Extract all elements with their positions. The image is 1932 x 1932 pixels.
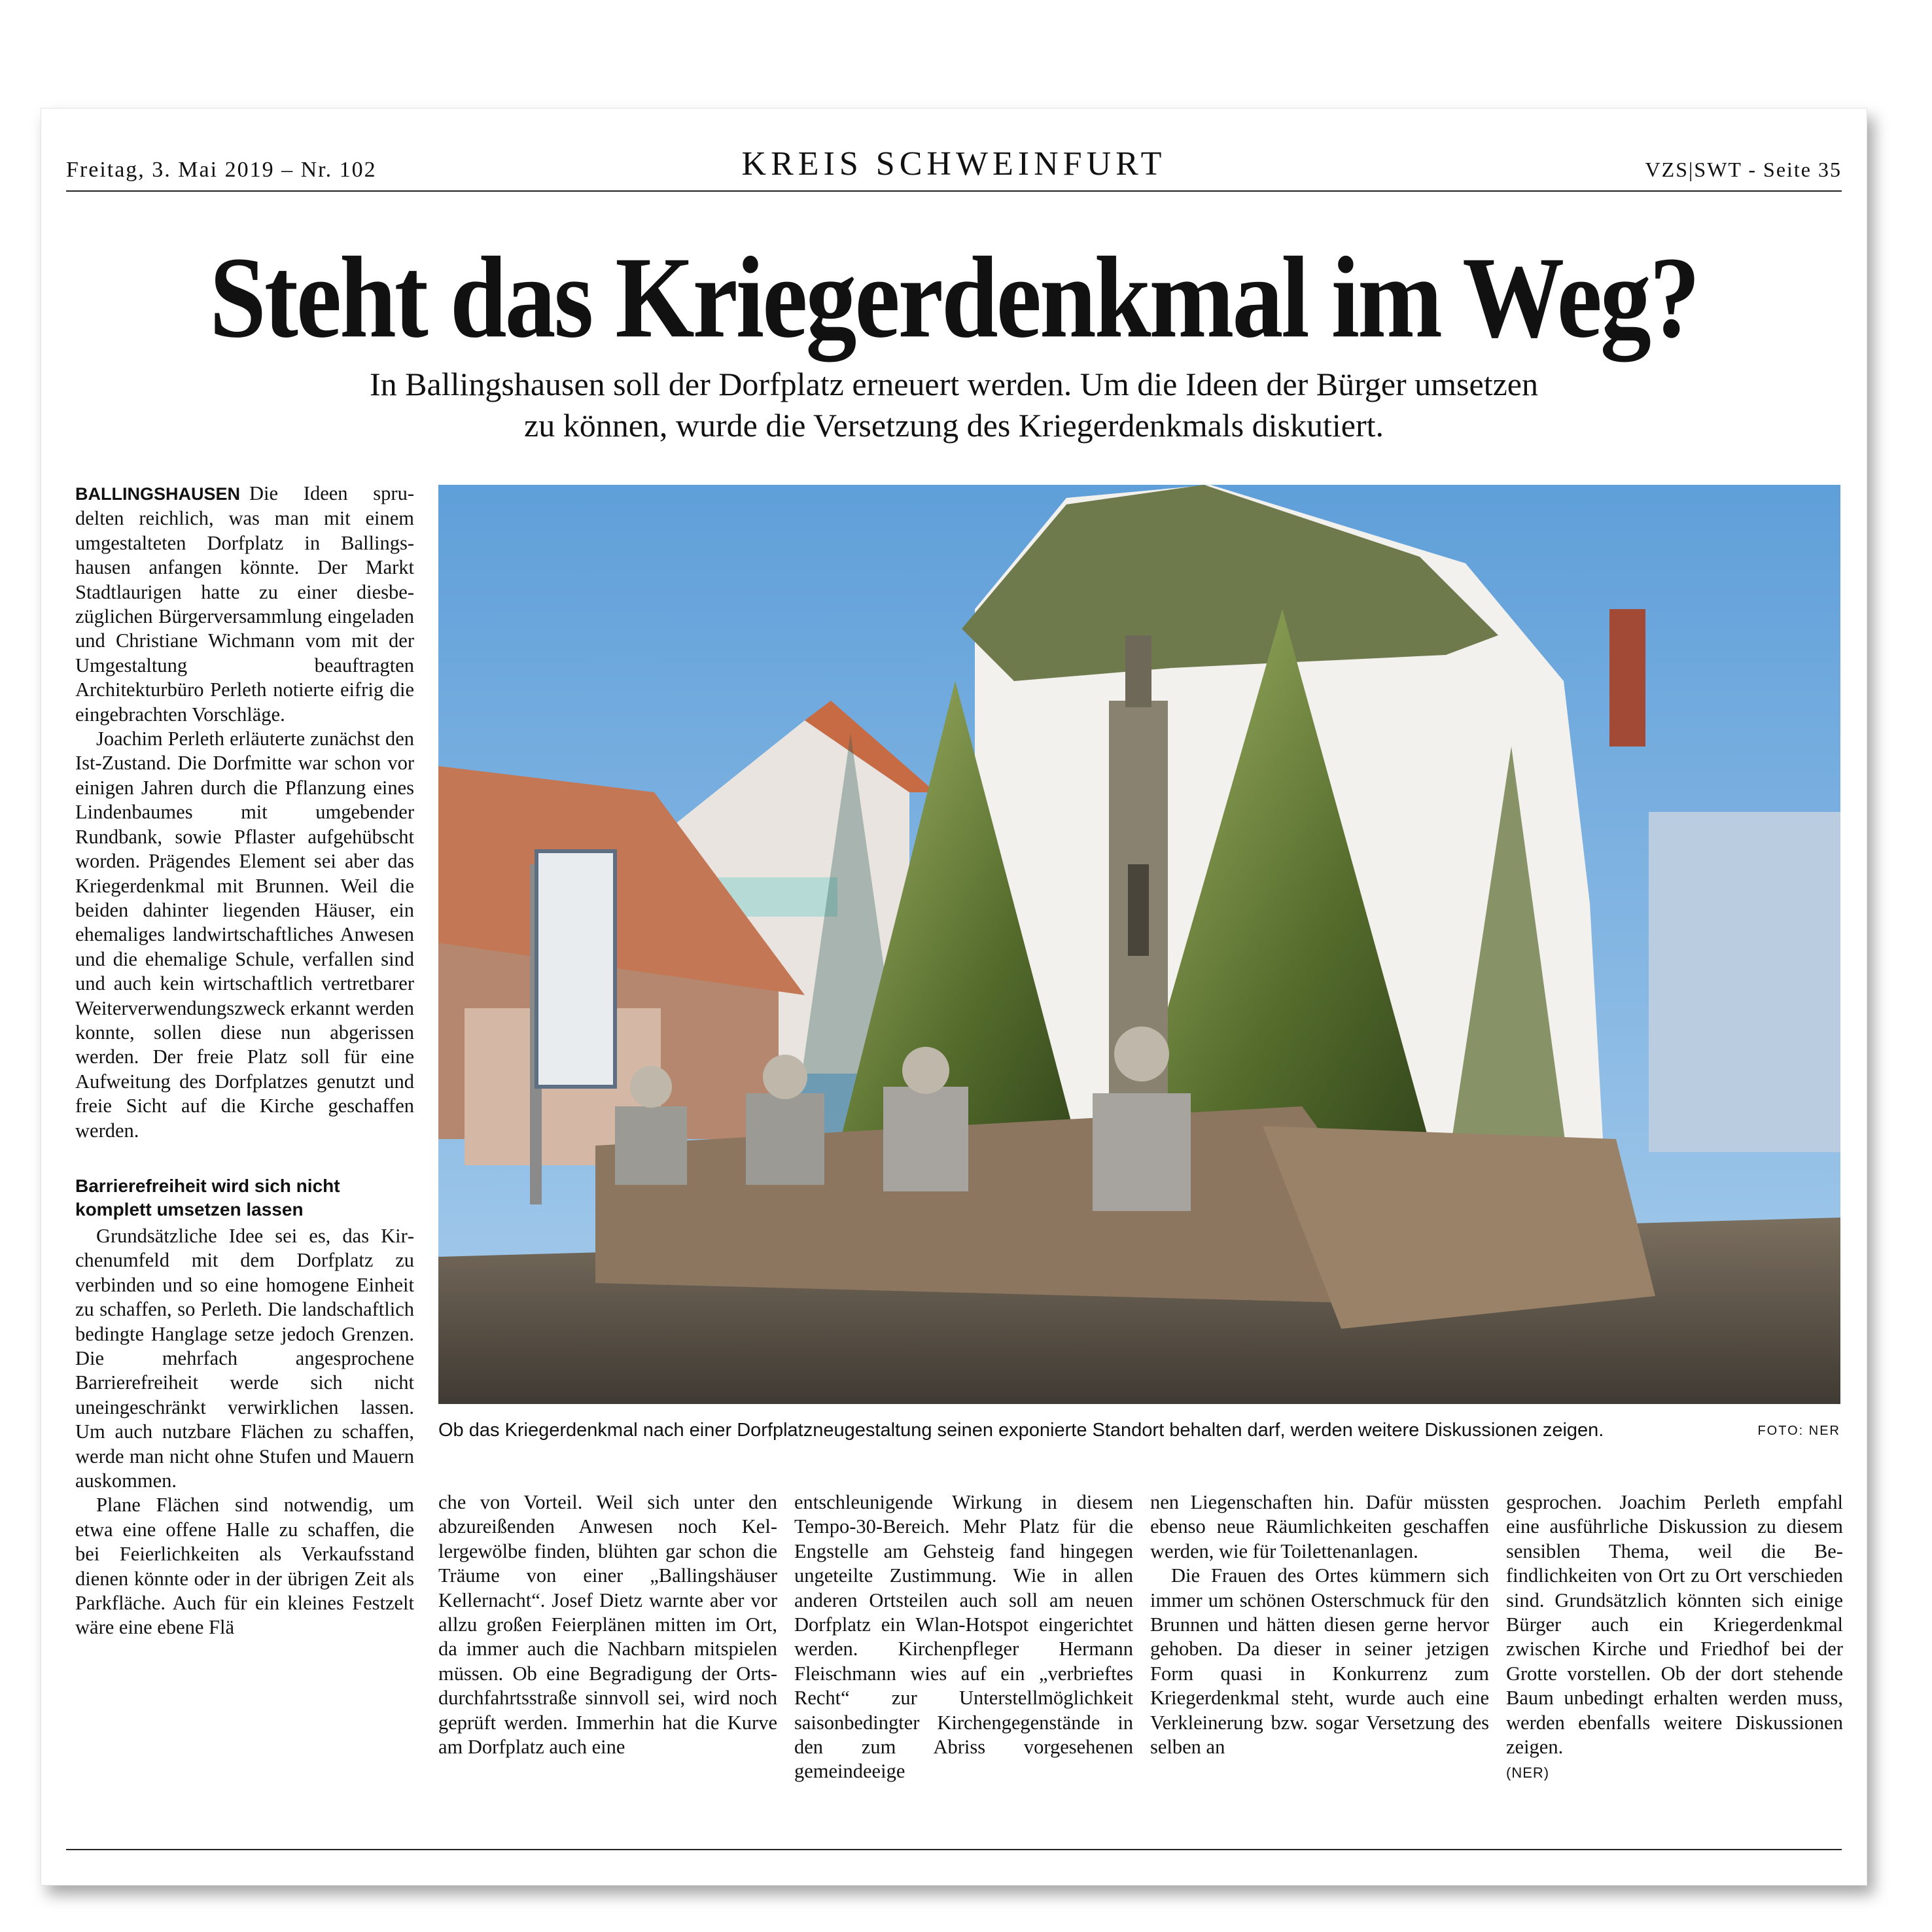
- paragraph: Plane Flächen sind notwendig, um etwa eine offene Halle zu schaffen, die bei Feierlichkeiten als Verkaufsstand dienen könnte oder in der übrigen Zeit als Parkfläche. Auch für ein kleines Festzelt wäre eine ebene Flä: [75, 1494, 414, 1639]
- column-1: [75, 482, 414, 1640]
- paragraph-text: gesprochen. Joachim Perleth empfahl eine ausführliche Diskussion zu diesem sensiblen Thema, weil die Befindlichkeiten von Ort zu Ort verschieden sind. Grundsätzlich könnten sich einige Bürger auch ein Kriegerdenkmal zwischen Kirche und Friedhof bei der Grotte vorstellen. Ob der dort stehende Baum unbedingt erhalten werden muss, werden ebenfalls weitere Diskussionen zeigen.: [1506, 1491, 1843, 1759]
- column-2: [438, 1490, 777, 1759]
- paragraph: [75, 482, 414, 727]
- bottom-rule: [66, 1849, 1842, 1850]
- paragraph: Joachim Perleth erläuterte zunächst den Ist-Zustand. Die Dorfmitte war schon vor einigen Jahren durch die Pflanzung eines Lindenbaumes mit umgebender Rundbank, sowie Pflaster aufgehübscht worden. Prägendes Element sei aber das Kriegerdenkmal mit Brunnen. Weil die beiden dahinter liegenden Häuser, ein ehemaliges landwirtschaftliches Anwesen und die ehemalige Schule, verfallen sind und auch kein wirtschaftlich vertretbarer Weiterverwendungszweck erkannt werden konnte, sollen diese nun abgerissen werden. Der freie Platz soll für eine Aufweitung des Dorfplatzes genutzt und freie Sicht auf die Kirche geschaffen werden.: [75, 728, 414, 1142]
- article-photo: [438, 485, 1840, 1404]
- column-4: [1150, 1490, 1489, 1759]
- section-title: KREIS SCHWEINFURT: [741, 145, 1167, 183]
- photo-caption: [438, 1420, 1840, 1441]
- photo-credit: FOTO: NER: [1757, 1424, 1840, 1438]
- paragraph: nen Liegenschaften hin. Dafür müssten ebenso neue Räumlichkeiten geschaffen werden, wie für Toilettenanlagen.: [1150, 1491, 1489, 1562]
- issue-date: Freitag, 3. Mai 2019 – Nr. 102: [66, 158, 377, 182]
- author-tag: (NER): [1506, 1765, 1550, 1782]
- dateline: BALLINGSHAUSEN: [75, 484, 241, 504]
- subheadline: [66, 364, 1842, 446]
- subheadline-line-1: In Ballingshausen soll der Dorfplatz erneuert werden. Um die Ideen der Bürger umsetzen: [370, 366, 1538, 402]
- caption-text: Ob das Kriegerdenkmal nach einer Dorfplatzneugestaltung seinen exponierte Standort behalten darf, werden weitere Diskussionen zeigen.: [438, 1420, 1604, 1441]
- paragraph: che von Vorteil. Weil sich unter den abzureißenden Anwesen noch Kellergewölbe finden, blühten gar schon die Träume von einer „Ballingshäuser Kellernacht“. Josef Dietz warnte aber vor allzu großen Feierplänen mitten im Ort, da immer auch die Nachbarn mitspielen müssen. Ob eine Begradigung der Ortsdurchfahrtsstraße sinnvoll sei, wird noch geprüft werden. Immerhin hat die Kurve am Dorfplatz auch eine: [438, 1491, 777, 1759]
- page-number: VZS|SWT - Seite 35: [1645, 158, 1842, 181]
- paragraph: Grundsätzliche Idee sei es, das Kirchenumfeld mit dem Dorfplatz zu verbinden und so eine homogene Einheit zu schaffen, so Perleth. Die landschaftlich bedingte Hanglage setze jedoch Grenzen. Die mehrfach angesprochene Barrierefreiheit werde sich nicht uneingeschränkt verwirklichen lassen. Um auch nutzbare Flächen zu schaffen, werde man nicht ohne Stufen und Mauern auskommen.: [75, 1224, 414, 1492]
- subheadline-line-2: zu können, wurde die Versetzung des Kriegerdenkmals diskutiert.: [524, 407, 1384, 444]
- newspaper-page: [41, 108, 1867, 1886]
- column-3: [794, 1490, 1133, 1784]
- subheading: Barrierefreiheit wird sich nicht komplett umsetzen lassen: [75, 1175, 340, 1220]
- page-header: [66, 138, 1842, 192]
- headline: Steht das Kriegerdenkmal im Weg?: [209, 232, 1698, 362]
- paragraph-text: Die Ideen sprudelten reichlich, was man mit einem umgestalteten Dorfplatz in Ballingshausen anfangen könnte. Der Markt Stadtlaurigen hatte zu einer diesbezüglichen Bürgerversammlung eingeladen und Christiane Wichmann vom mit der Umgestaltung beauftragten Architekturbüro Perleth notierte eifrig die eingebrachten Vorschläge.: [75, 482, 414, 726]
- paragraph: Die Frauen des Ortes kümmern sich immer um schönen Osterschmuck für den Brunnen und hätten diesen gerne hervor gehoben. Da dieser in seiner jetzigen Form quasi in Konkurrenz zum Kriegerdenkmal steht, wurde auch eine Verkleinerung bzw. sogar Versetzung des selben an: [1150, 1564, 1489, 1759]
- paragraph: [1506, 1490, 1843, 1785]
- column-5: [1506, 1490, 1843, 1785]
- paragraph: entschleunigende Wirkung in diesem Tempo-30-Bereich. Mehr Platz für die Engstelle am Gehsteig fand hingegen ungeteilte Zustimmung. Wie in allen anderen Ortsteilen auch soll am neuen Dorfplatz ein Wlan-Hotspot eingerichtet werden. Kirchenpfleger Hermann Fleischmann wies auf ein „verbrieftes Recht“ zur Unterstellmöglichkeit saisonbedingter Kirchengegenstände in den zum Abriss vorgesehenen gemeindeeige: [794, 1491, 1133, 1783]
